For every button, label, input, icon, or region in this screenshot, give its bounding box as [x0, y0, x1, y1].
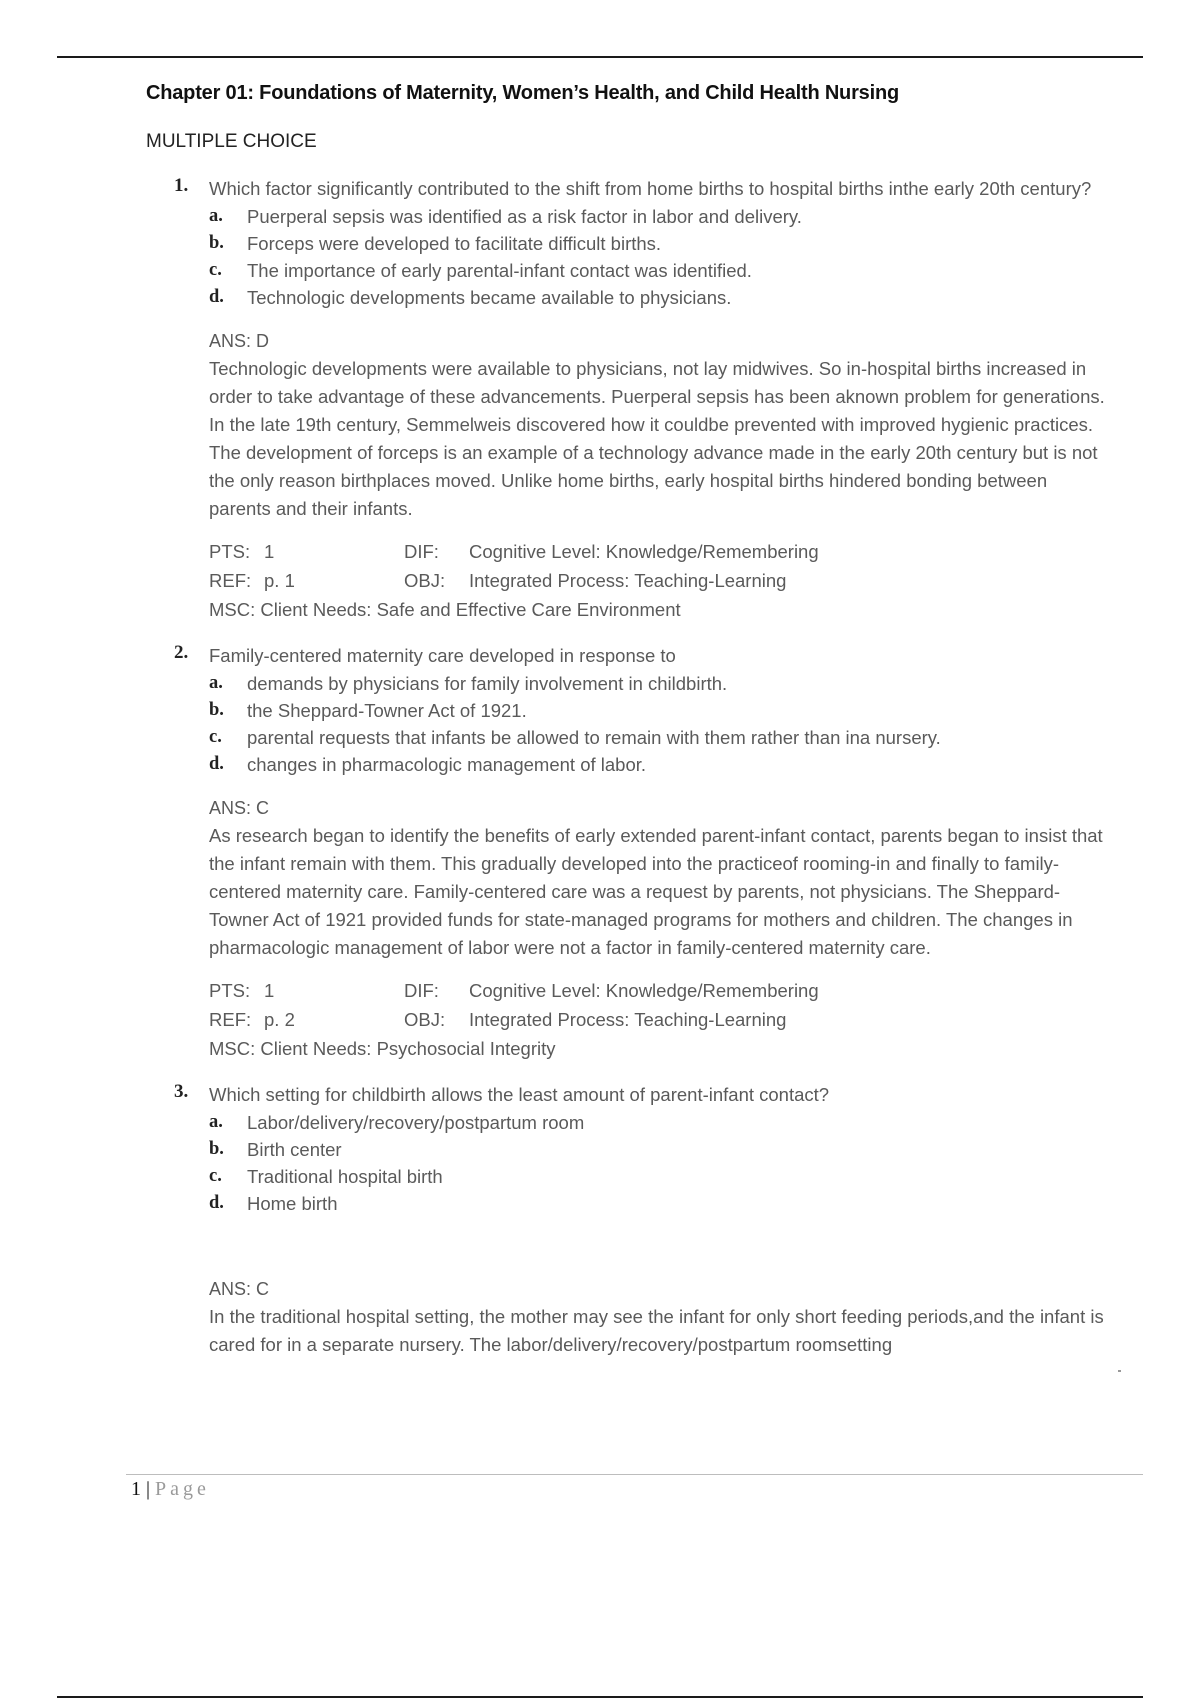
- footer-rule: [126, 1474, 1143, 1475]
- question-number: 3.: [174, 1081, 189, 1102]
- page-footer: [131, 1478, 210, 1501]
- option-list: [209, 203, 1126, 311]
- option-text: Labor/delivery/recovery/postpartum room: [247, 1112, 585, 1133]
- option-b: [209, 697, 1126, 724]
- option-letter: b.: [209, 1139, 224, 1159]
- section-heading: MULTIPLE CHOICE: [146, 131, 317, 152]
- rationale: Technologic developments were available to physicians, not lay midwives. So in-hospital births increased in order to take advantage of these advancements. Puerperal sepsis has been aknown problem for generations. In the late 19th century, Semmelweis discovered how it couldbe prevented with improved hygienic practices. The development of forceps is an example of a technology advance made in the early 20th century but is not the only reason birthplaces moved. Unlike home births, early hospital births hindered bonding between parents and their infants.: [209, 358, 1105, 519]
- question-number: 1.: [174, 175, 189, 196]
- option-letter: a.: [209, 1112, 223, 1132]
- pts-label: PTS:: [209, 541, 251, 562]
- stray-mark: [1118, 1370, 1121, 1372]
- question-metadata: [209, 537, 1126, 624]
- answer-key: ANS: C: [209, 1279, 270, 1299]
- pts-value: 1: [264, 541, 275, 562]
- obj-value: Integrated Process: Teaching-Learning: [469, 1009, 787, 1030]
- option-c: [209, 724, 1126, 751]
- bottom-rule: [57, 1696, 1143, 1698]
- option-b: [209, 1136, 1126, 1163]
- question-3: [146, 1081, 1126, 1359]
- option-letter: a.: [209, 673, 223, 693]
- dif-value: Cognitive Level: Knowledge/Remembering: [469, 980, 819, 1001]
- option-d: [209, 1190, 1126, 1217]
- dif-label: DIF:: [404, 980, 439, 1001]
- option-text: the Sheppard-Towner Act of 1921.: [247, 700, 527, 721]
- option-text: Puerperal sepsis was identified as a risk factor in labor and delivery.: [247, 206, 802, 227]
- answer-key: ANS: C: [209, 798, 270, 818]
- msc-value: MSC: Client Needs: Psychosocial Integrity: [209, 1038, 556, 1059]
- footer-separator: |: [146, 1478, 151, 1500]
- option-letter: c.: [209, 1166, 222, 1186]
- option-text: changes in pharmacologic management of labor.: [247, 754, 647, 775]
- option-letter: b.: [209, 233, 224, 253]
- dif-value: Cognitive Level: Knowledge/Remembering: [469, 541, 819, 562]
- option-a: [209, 203, 1126, 230]
- option-d: [209, 751, 1126, 778]
- msc-value: MSC: Client Needs: Safe and Effective Care Environment: [209, 599, 681, 620]
- option-letter: c.: [209, 260, 222, 280]
- option-c: [209, 1163, 1126, 1190]
- rationale: As research began to identify the benefits of early extended parent-infant contact, parents began to insist that the infant remain with them. This gradually developed into the practiceof rooming-in and finally to family-centered maternity care. Family-centered care was a request by parents, not physicians. The Sheppard-Towner Act of 1921 provided funds for state-managed programs for mothers and children. The changes in pharmacologic management of labor were not a factor in family-centered maternity care.: [209, 825, 1103, 958]
- page-number: 1: [131, 1478, 141, 1500]
- option-letter: b.: [209, 700, 224, 720]
- ref-value: p. 2: [264, 1009, 295, 1030]
- dif-label: DIF:: [404, 541, 439, 562]
- option-text: demands by physicians for family involvement in childbirth.: [247, 673, 728, 694]
- question-stem: Family-centered maternity care developed in response to: [209, 645, 676, 666]
- option-text: Technologic developments became available to physicians.: [247, 287, 732, 308]
- question-metadata: [209, 976, 1126, 1063]
- ref-value: p. 1: [264, 570, 295, 591]
- question-number: 2.: [174, 642, 189, 663]
- option-text: Birth center: [247, 1139, 342, 1160]
- option-list: [209, 670, 1126, 778]
- chapter-title: Chapter 01: Foundations of Maternity, Women’s Health, and Child Health Nursing: [146, 82, 899, 104]
- obj-label: OBJ:: [404, 570, 446, 591]
- option-d: [209, 284, 1126, 311]
- pts-value: 1: [264, 980, 275, 1001]
- question-stem: Which factor significantly contributed to the shift from home births to hospital births inthe early 20th century?: [209, 178, 1092, 199]
- option-text: Traditional hospital birth: [247, 1166, 443, 1187]
- question-1: [146, 175, 1126, 624]
- answer-key: ANS: D: [209, 331, 270, 351]
- option-letter: d.: [209, 287, 224, 307]
- option-letter: d.: [209, 1193, 224, 1213]
- obj-value: Integrated Process: Teaching-Learning: [469, 570, 787, 591]
- option-letter: c.: [209, 727, 222, 747]
- option-letter: d.: [209, 754, 224, 774]
- question-stem: Which setting for childbirth allows the least amount of parent-infant contact?: [209, 1084, 830, 1105]
- option-text: Forceps were developed to facilitate difficult births.: [247, 233, 662, 254]
- option-list: [209, 1109, 1126, 1217]
- document-page: [146, 82, 1126, 1359]
- option-text: The importance of early parental-infant contact was identified.: [247, 260, 752, 281]
- top-rule: [57, 56, 1143, 58]
- ref-label: REF:: [209, 570, 252, 591]
- rationale: In the traditional hospital setting, the mother may see the infant for only short feeding periods,and the infant is cared for in a separate nursery. The labor/delivery/recovery/postpartum roomsetting: [209, 1306, 1104, 1355]
- page-label: Page: [155, 1478, 210, 1500]
- option-letter: a.: [209, 206, 223, 226]
- option-a: [209, 1109, 1126, 1136]
- ref-label: REF:: [209, 1009, 252, 1030]
- option-c: [209, 257, 1126, 284]
- option-text: parental requests that infants be allowed to remain with them rather than ina nursery.: [247, 727, 941, 748]
- question-2: [146, 642, 1126, 1063]
- option-b: [209, 230, 1126, 257]
- pts-label: PTS:: [209, 980, 251, 1001]
- option-text: Home birth: [247, 1193, 338, 1214]
- obj-label: OBJ:: [404, 1009, 446, 1030]
- option-a: [209, 670, 1126, 697]
